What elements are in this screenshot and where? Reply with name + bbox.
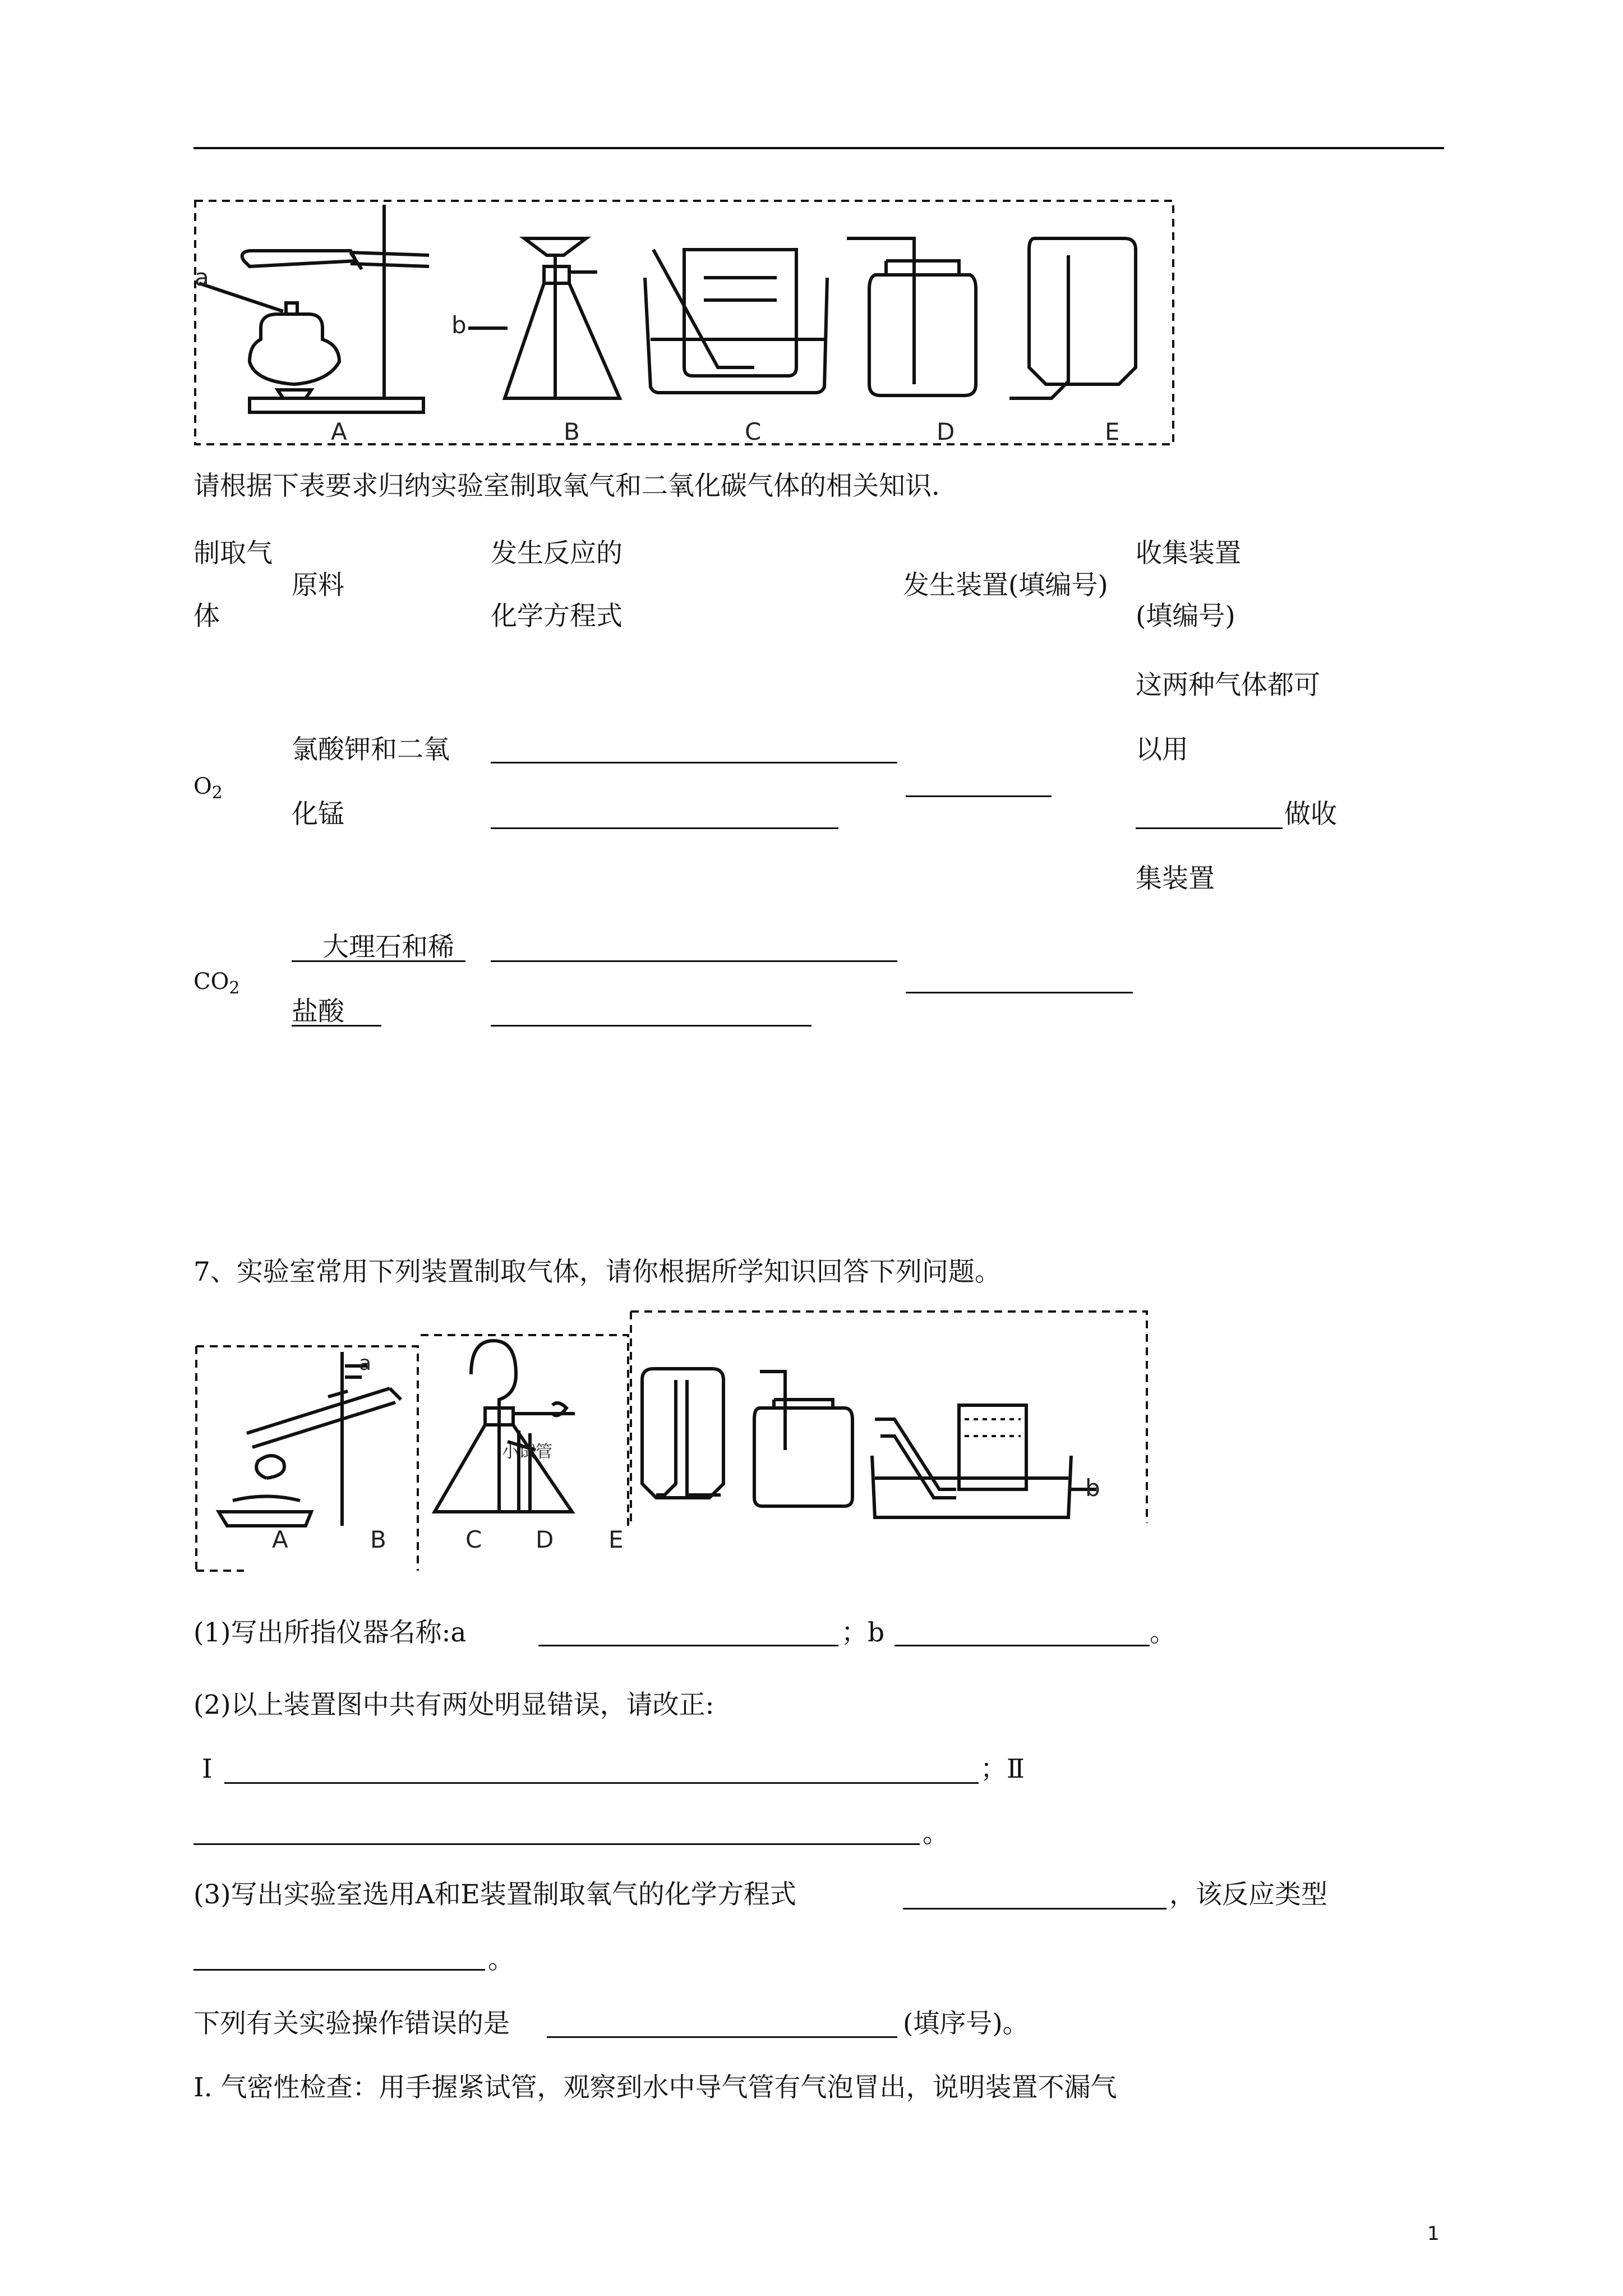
q7-part1-blank-b[interactable]	[895, 1645, 1150, 1646]
figure-1-pointer-a: a	[195, 264, 209, 291]
q7-wrong-ops: 下列有关实验操作错误的是	[193, 2008, 510, 2039]
row-o2-material-1: 氯酸钾和二氧	[292, 734, 450, 765]
figure-1-pointer-b: b	[451, 311, 467, 339]
figure-1-apparatus	[193, 199, 1175, 446]
figure-2-apparatus-e	[872, 1405, 1096, 1517]
q7-part2-blank-ii[interactable]	[193, 1843, 920, 1845]
q7-part3: (3)写出实验室选用A和E装置制取氧气的化学方程式	[193, 1879, 796, 1910]
intro-text: 请根据下表要求归纳实验室制取氧气和二氧化碳气体的相关知识.	[193, 471, 940, 501]
apparatus-b	[468, 238, 620, 398]
collector-note-2: 以用	[1136, 734, 1188, 765]
header-gas-2: 体	[193, 601, 220, 632]
header-gas-1: 制取气	[193, 538, 273, 569]
q7-part2-sep: ；Ⅱ	[980, 1754, 1025, 1784]
row-co2-material-underline-2	[292, 1025, 381, 1027]
q7-part2-end: 。	[923, 1818, 949, 1849]
figure-2-apparatus-b	[435, 1341, 575, 1512]
row-co2-material-1: 大理石和稀	[322, 932, 454, 963]
q7-part3-tail: ，该反应类型	[1169, 1879, 1327, 1910]
q7-part3-blank-equation[interactable]	[903, 1908, 1166, 1910]
row-co2-material-underline-1	[292, 960, 465, 962]
figure-1-label-e: E	[1105, 418, 1120, 445]
figure-2-apparatus-c	[642, 1369, 723, 1498]
o2-equation-blank-1[interactable]	[491, 762, 897, 763]
apparatus-e	[1009, 238, 1136, 398]
header-generator: 发生装置(填编号)	[903, 570, 1108, 601]
q7-part1-mid: ；b	[841, 1617, 885, 1648]
apparatus-a	[199, 205, 429, 412]
q7-part1-end: 。	[1150, 1617, 1176, 1648]
row-o2-gas: $O_2$	[193, 774, 223, 803]
figure-1-label-a: A	[331, 418, 347, 445]
q7-op-i: Ⅰ. 气密性检查：用手握紧试管，观察到水中导气管有气泡冒出，说明装置不漏气	[193, 2072, 1117, 2103]
co2-equation-blank-1[interactable]	[491, 960, 897, 962]
collector-note-3: 做收	[1284, 799, 1337, 830]
header-equation-2: 化学方程式	[491, 601, 623, 632]
apparatus-d	[847, 238, 976, 395]
collector-blank[interactable]	[1136, 827, 1283, 829]
figure-2-label-a: A	[272, 1526, 288, 1553]
figure-2-label-e: E	[608, 1526, 624, 1553]
figure-2-label-b: B	[370, 1526, 386, 1553]
page-number: 1	[1427, 2223, 1440, 2245]
q7-part2-i: Ⅰ	[202, 1754, 213, 1784]
q7-part2: (2)以上装置图中共有两处明显错误，请改正:	[193, 1690, 714, 1720]
co2-generator-blank[interactable]	[906, 992, 1133, 993]
row-co2-material-2: 盐酸	[292, 996, 344, 1027]
o2-generator-blank[interactable]	[906, 795, 1052, 797]
q7-title: 7、实验室常用下列装置制取气体，请你根据所学知识回答下列问题。	[193, 1257, 1001, 1287]
q7-part1-prefix: (1)写出所指仪器名称:a	[193, 1617, 467, 1648]
figure-2-label-d: D	[536, 1526, 554, 1553]
header-collector-2: (填编号)	[1136, 601, 1235, 632]
figure-1-label-b: B	[564, 418, 580, 445]
header-equation-1: 发生反应的	[491, 538, 623, 569]
figure-2-small-tube-label: 小试管	[502, 1442, 552, 1462]
figure-2-apparatus-a	[219, 1352, 401, 1526]
figure-2-apparatus-d	[754, 1372, 852, 1506]
header-material: 原料	[292, 570, 344, 601]
header-rule	[193, 147, 1444, 149]
figure-2-apparatus	[193, 1310, 1147, 1573]
q7-wrong-ops-tail: (填序号)。	[903, 2008, 1029, 2039]
collector-note-4: 集装置	[1136, 863, 1215, 894]
q7-part2-blank-i[interactable]	[224, 1782, 979, 1784]
row-o2-material-2: 化锰	[292, 799, 344, 830]
figure-1-label-c: C	[745, 418, 762, 445]
header-collector-1: 收集装置	[1136, 538, 1241, 569]
q7-wrong-ops-blank[interactable]	[547, 2036, 897, 2038]
figure-1-label-d: D	[937, 418, 955, 445]
q7-part1-blank-a[interactable]	[538, 1645, 838, 1646]
figure-2-pointer-b: b	[1085, 1474, 1100, 1502]
o2-equation-blank-2[interactable]	[491, 827, 838, 829]
row-co2-gas: $CO_2$	[193, 969, 240, 998]
figure-2-pointer-a: a	[359, 1352, 372, 1375]
q7-part3-end: 。	[488, 1944, 514, 1975]
collector-note-1: 这两种气体都可	[1136, 670, 1320, 701]
q7-part3-blank-type[interactable]	[193, 1969, 485, 1971]
figure-2-label-c: C	[465, 1526, 482, 1553]
co2-equation-blank-2[interactable]	[491, 1025, 811, 1027]
apparatus-c	[645, 250, 827, 393]
